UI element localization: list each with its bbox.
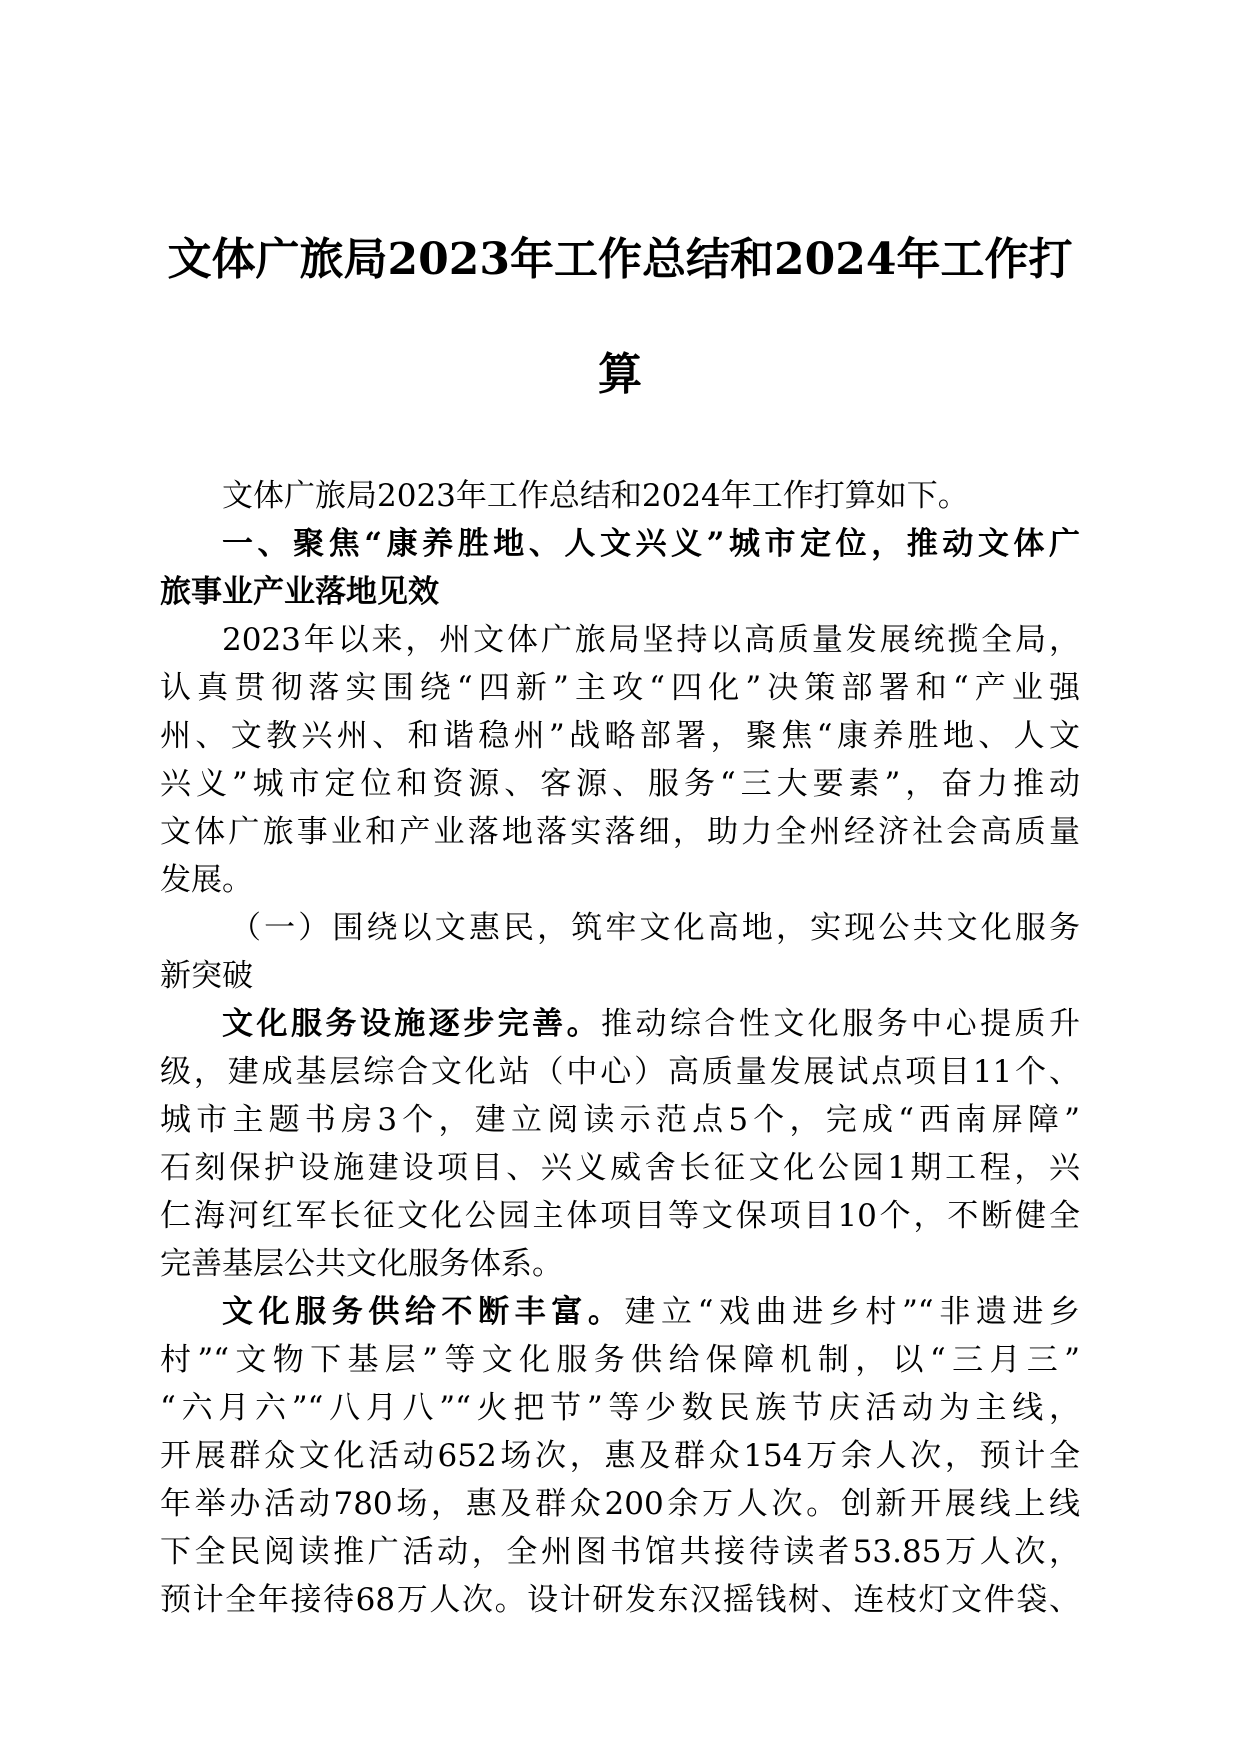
intro-paragraph: 文体广旅局2023年工作总结和2024年工作打算如下。 bbox=[222, 478, 969, 514]
paragraph-line: 兴义”城市定位和资源、客源、服务“三大要素”，奋力推动 bbox=[160, 766, 1080, 802]
paragraph-line: 开展群众文化活动652场次，惠及群众154万余人次，预计全 bbox=[160, 1438, 1080, 1474]
paragraph-text: 推动综合性文化服务中心提质升 bbox=[601, 1006, 1081, 1042]
paragraph-line: 级，建成基层综合文化站（中心）高质量发展试点项目11个、 bbox=[160, 1054, 1080, 1090]
paragraph-line: 完善基层公共文化服务体系。 bbox=[160, 1246, 563, 1282]
paragraph-line: 城市主题书房3个，建立阅读示范点5个，完成“西南屏障” bbox=[160, 1102, 1080, 1138]
paragraph-line: 村”“文物下基层”等文化服务供给保障机制，以“三月三” bbox=[160, 1342, 1080, 1378]
document-title-line-1: 文体广旅局2023年工作总结和2024年工作打 bbox=[167, 234, 1073, 285]
paragraph-line: 发展。 bbox=[160, 862, 253, 898]
paragraph-line: 石刻保护设施建设项目、兴义威舍长征文化公园1期工程，兴 bbox=[160, 1150, 1080, 1186]
paragraph-line: 年举办活动780场，惠及群众200余万人次。创新开展线上线 bbox=[160, 1486, 1080, 1522]
subsection-heading-line: （一）围绕以文惠民，筑牢文化高地，实现公共文化服务 bbox=[230, 910, 1080, 946]
paragraph-text: 建立“戏曲进乡村”“非遗进乡 bbox=[624, 1294, 1080, 1330]
document-body bbox=[160, 472, 1080, 1624]
subsection-heading-line: 新突破 bbox=[160, 958, 253, 994]
paragraph-line: 文体广旅事业和产业落地落实落细，助力全州经济社会高质量 bbox=[160, 814, 1080, 850]
paragraph-line: 2023年以来，州文体广旅局坚持以高质量发展统揽全局， bbox=[222, 622, 1080, 658]
paragraph-line bbox=[160, 1000, 1080, 1048]
paragraph-line: 下全民阅读推广活动，全州图书馆共接待读者53.85万人次， bbox=[160, 1534, 1080, 1570]
paragraph-line: 预计全年接待68万人次。设计研发东汉摇钱树、连枝灯文件袋、 bbox=[160, 1582, 1080, 1618]
section-heading-line: 旅事业产业落地见效 bbox=[160, 574, 439, 610]
paragraph-line: 州、文教兴州、和谐稳州”战略部署，聚焦“康养胜地、人文 bbox=[160, 718, 1080, 754]
bold-lead-supply: 文化服务供给不断丰富。 bbox=[222, 1294, 625, 1330]
paragraph-line bbox=[160, 1288, 1080, 1336]
paragraph-line: “六月六”“八月八”“火把节”等少数民族节庆活动为主线， bbox=[160, 1390, 1080, 1426]
section-heading-line: 一、聚焦“康养胜地、人文兴义”城市定位，推动文体广 bbox=[222, 526, 1080, 562]
bold-lead-facilities: 文化服务设施逐步完善。 bbox=[222, 1006, 602, 1042]
paragraph-line: 认真贯彻落实围绕“四新”主攻“四化”决策部署和“产业强 bbox=[160, 670, 1080, 706]
paragraph-line: 仁海河红军长征文化公园主体项目等文保项目10个，不断健全 bbox=[160, 1198, 1080, 1234]
document-title-line-2: 算 bbox=[598, 349, 642, 400]
